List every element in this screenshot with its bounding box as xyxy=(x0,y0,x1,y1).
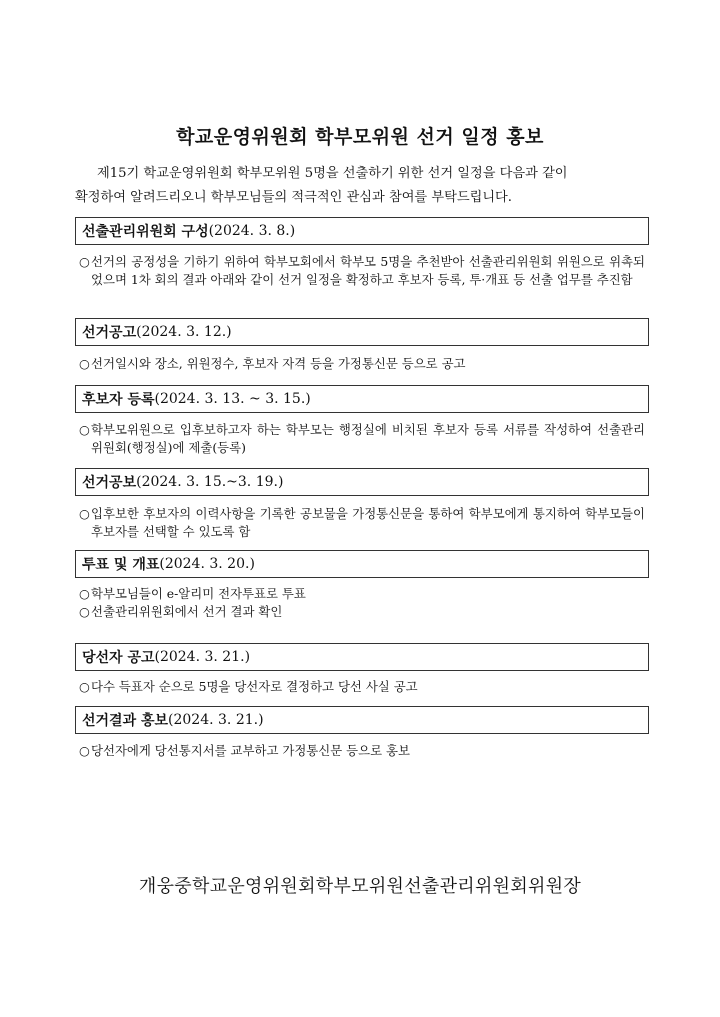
section-heading: 투표 및 개표 xyxy=(82,557,160,573)
list-item: ○ 다수 득표자 순으로 5명을 당선자로 결정하고 당선 사실 공고 xyxy=(79,679,418,694)
section-header-announcement xyxy=(75,318,649,346)
circle-bullet-icon: ○ xyxy=(79,743,90,758)
intro-line-2: 확정하여 알려드리오니 학부모님들의 적극적인 관심과 참여를 부탁드립니다. xyxy=(75,190,512,205)
section-date: (2024. 3. 21.) xyxy=(154,649,251,665)
section-items-registration xyxy=(79,421,645,457)
section-heading: 선거공보 xyxy=(82,475,137,491)
section-items-campaign xyxy=(79,505,645,541)
section-header-registration xyxy=(75,385,649,413)
section-heading: 당선자 공고 xyxy=(82,650,155,666)
signature-line: 개웅중학교운영위원회학부모위원선출관리위원회위원장 xyxy=(138,876,582,897)
circle-bullet-icon: ○ xyxy=(79,506,90,521)
section-date: (2024. 3. 15.~3. 19.) xyxy=(136,474,284,490)
list-item: ○ 학부모위원으로 입후보하고자 하는 학부모는 행정실에 비치된 후보자 등록 서류를 작성하여 선출관리위원회(행정실)에 제출(등록) xyxy=(79,422,645,455)
section-items-voting xyxy=(79,585,645,621)
section-items-results xyxy=(79,742,645,760)
section-items-announcement xyxy=(79,355,645,373)
section-date: (2024. 3. 21.) xyxy=(168,712,264,728)
section-header-results xyxy=(75,706,649,734)
list-item: ○ 입후보한 후보자의 이력사항을 기록한 공보물을 가정통신문을 통하여 학부모에게 통지하여 학부모들이 후보자를 선택할 수 있도록 함 xyxy=(79,506,645,539)
circle-bullet-icon: ○ xyxy=(79,679,90,694)
section-heading: 선거공고 xyxy=(82,325,137,341)
section-items-winners xyxy=(79,678,645,696)
list-item: ○ 선거의 공정성을 기하기 위하여 학부모회에서 학부모 5명을 추천받아 선출관리위원회 위원으로 위촉되었으며 1차 회의 결과 아래와 같이 선거 일정을 확정하고 후보자 등록, 투·개표 등 선출 업무를 추진함 xyxy=(79,254,645,287)
section-date: (2024. 3. 13. ~ 3. 15.) xyxy=(154,391,311,407)
intro-line-1: 제15기 학교운영위원회 학부모위원 5명을 선출하기 위한 선거 일정을 다음과 같이 xyxy=(97,166,568,181)
circle-bullet-icon: ○ xyxy=(79,422,90,437)
circle-bullet-icon: ○ xyxy=(79,356,90,371)
section-date: (2024. 3. 8.) xyxy=(208,223,296,239)
page-title: 학교운영위원회 학부모위원 선거 일정 홍보 xyxy=(176,126,544,148)
section-date: (2024. 3. 12.) xyxy=(136,324,232,340)
section-heading: 후보자 등록 xyxy=(82,392,155,408)
section-header-committee xyxy=(75,217,649,245)
section-items-committee xyxy=(79,253,645,289)
circle-bullet-icon: ○ xyxy=(79,254,90,269)
section-heading: 선출관리위원회 구성 xyxy=(82,224,209,240)
section-date: (2024. 3. 20.) xyxy=(159,556,255,572)
list-item: ○ 당선자에게 당선통지서를 교부하고 가정통신문 등으로 홍보 xyxy=(79,743,410,758)
section-header-winners xyxy=(75,643,649,671)
section-header-voting xyxy=(75,550,649,578)
list-item: ○ 선출관리위원회에서 선거 결과 확인 xyxy=(79,604,283,619)
section-heading: 선거결과 홍보 xyxy=(82,713,169,729)
circle-bullet-icon: ○ xyxy=(79,586,90,601)
circle-bullet-icon: ○ xyxy=(79,604,90,619)
list-item: ○ 선거일시와 장소, 위원정수, 후보자 자격 등을 가정통신문 등으로 공고 xyxy=(79,356,466,371)
list-item: ○ 학부모님들이 e-알리미 전자투표로 투표 xyxy=(79,586,306,601)
intro-paragraph xyxy=(75,162,655,210)
section-header-campaign xyxy=(75,468,649,496)
